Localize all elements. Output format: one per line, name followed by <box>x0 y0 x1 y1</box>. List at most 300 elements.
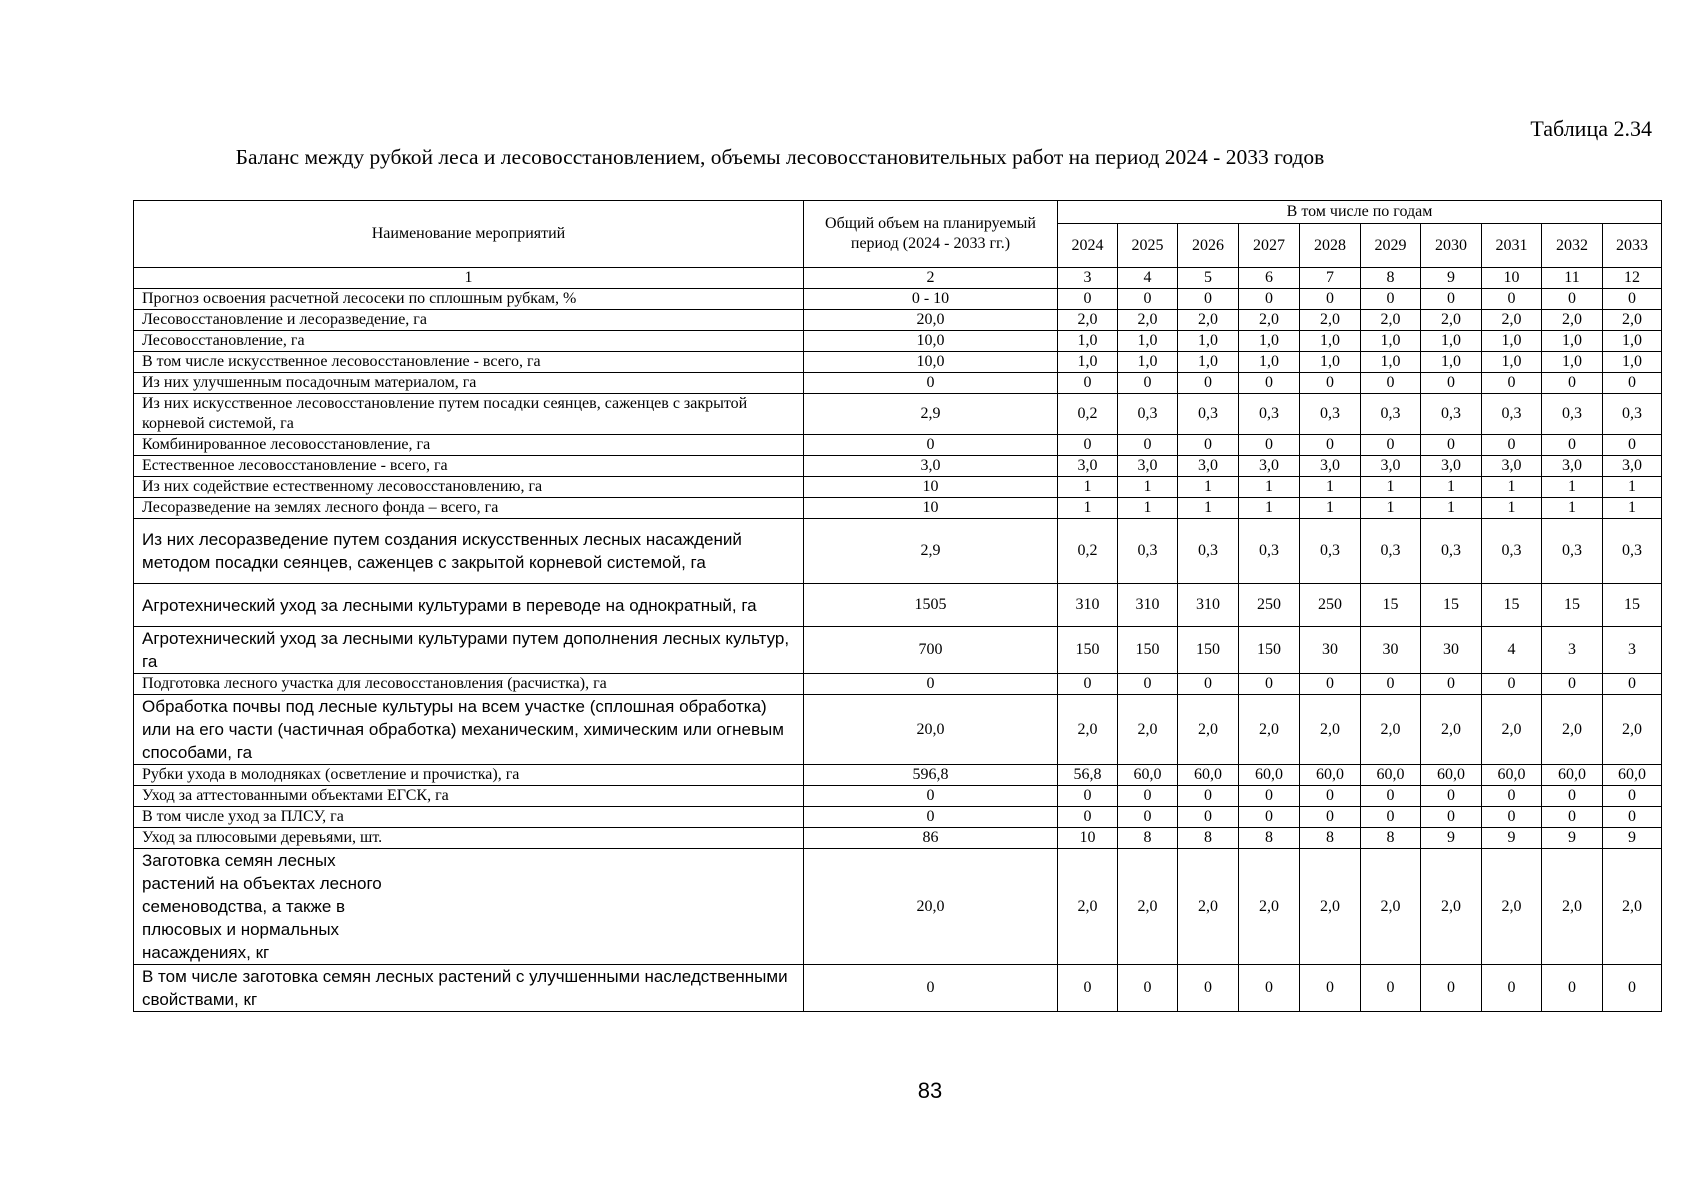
row-year-value: 0 <box>1178 674 1239 695</box>
row-year-value: 0 <box>1118 373 1178 394</box>
row-year-value: 150 <box>1058 627 1118 674</box>
row-year-value: 0 <box>1178 965 1239 1012</box>
row-year-value: 60,0 <box>1542 765 1603 786</box>
row-year-value: 0 <box>1300 289 1361 310</box>
row-year-value: 0,3 <box>1361 394 1421 435</box>
row-year-value: 2,0 <box>1542 849 1603 965</box>
row-year-value: 0 <box>1178 373 1239 394</box>
row-year-value: 0,3 <box>1118 394 1178 435</box>
row-total: 0 <box>804 965 1058 1012</box>
header-year: 2029 <box>1361 224 1421 268</box>
row-year-value: 60,0 <box>1421 765 1482 786</box>
row-year-value: 3,0 <box>1300 456 1361 477</box>
table-row <box>134 373 1662 394</box>
row-year-value: 0,3 <box>1300 519 1361 584</box>
header-name: Наименование мероприятий <box>134 201 804 268</box>
header-year: 2033 <box>1603 224 1662 268</box>
row-year-value: 0,3 <box>1482 519 1542 584</box>
row-year-value: 60,0 <box>1300 765 1361 786</box>
row-year-value: 0 <box>1361 289 1421 310</box>
row-year-value: 0,3 <box>1603 394 1662 435</box>
row-year-value: 4 <box>1482 627 1542 674</box>
row-year-value: 3,0 <box>1482 456 1542 477</box>
row-name: Из них искусственное лесовосстановление путем посадки сеянцев, саженцев с закрытой корневой системой, га <box>134 394 804 435</box>
row-year-value: 0 <box>1482 289 1542 310</box>
row-year-value: 0 <box>1239 807 1300 828</box>
row-year-value: 1,0 <box>1542 331 1603 352</box>
header-total: Общий объем на планируемый период (2024 - 2033 гг.) <box>804 201 1058 268</box>
row-year-value: 0 <box>1482 373 1542 394</box>
row-year-value: 0 <box>1421 289 1482 310</box>
row-year-value: 2,0 <box>1603 695 1662 765</box>
row-total: 0 <box>804 674 1058 695</box>
table-body <box>134 289 1662 1012</box>
row-year-value: 8 <box>1178 828 1239 849</box>
row-name: Из них содействие естественному лесовосстановлению, га <box>134 477 804 498</box>
row-year-value: 0 <box>1239 289 1300 310</box>
row-year-value: 0,2 <box>1058 394 1118 435</box>
row-year-value: 1 <box>1361 498 1421 519</box>
row-year-value: 1 <box>1300 477 1361 498</box>
row-year-value: 0 <box>1542 807 1603 828</box>
row-year-value: 2,0 <box>1178 310 1239 331</box>
column-number: 4 <box>1118 268 1178 289</box>
row-year-value: 0 <box>1542 965 1603 1012</box>
row-name: Прогноз освоения расчетной лесосеки по сплошным рубкам, % <box>134 289 804 310</box>
row-year-value: 0 <box>1421 373 1482 394</box>
row-name: Заготовка семян лесных растений на объектах лесного семеноводства, а также в плюсовых и нормальных насаждениях, кг <box>134 849 804 965</box>
row-year-value: 310 <box>1178 584 1239 627</box>
table-row <box>134 498 1662 519</box>
row-year-value: 2,0 <box>1361 310 1421 331</box>
row-year-value: 9 <box>1482 828 1542 849</box>
row-year-value: 8 <box>1361 828 1421 849</box>
row-total: 2,9 <box>804 519 1058 584</box>
row-year-value: 0 <box>1300 807 1361 828</box>
row-year-value: 0 <box>1058 289 1118 310</box>
table-row <box>134 584 1662 627</box>
row-year-value: 0 <box>1118 674 1178 695</box>
row-total: 1505 <box>804 584 1058 627</box>
row-year-value: 0 <box>1542 674 1603 695</box>
row-year-value: 0 <box>1482 965 1542 1012</box>
table-row <box>134 456 1662 477</box>
row-year-value: 0 <box>1239 373 1300 394</box>
row-year-value: 1,0 <box>1178 352 1239 373</box>
row-year-value: 0,3 <box>1178 519 1239 584</box>
row-year-value: 60,0 <box>1178 765 1239 786</box>
row-year-value: 0 <box>1300 674 1361 695</box>
row-year-value: 1,0 <box>1482 331 1542 352</box>
row-total: 0 <box>804 373 1058 394</box>
row-year-value: 2,0 <box>1058 310 1118 331</box>
table-row <box>134 627 1662 674</box>
row-year-value: 3,0 <box>1239 456 1300 477</box>
column-number: 1 <box>134 268 804 289</box>
row-year-value: 0 <box>1482 435 1542 456</box>
row-year-value: 1 <box>1058 498 1118 519</box>
row-year-value: 1,0 <box>1300 331 1361 352</box>
row-name: Агротехнический уход за лесными культурами путем дополнения лесных культур, га <box>134 627 804 674</box>
row-total: 86 <box>804 828 1058 849</box>
row-year-value: 2,0 <box>1482 310 1542 331</box>
row-year-value: 8 <box>1118 828 1178 849</box>
row-year-value: 2,0 <box>1178 695 1239 765</box>
row-year-value: 8 <box>1300 828 1361 849</box>
row-year-value: 60,0 <box>1239 765 1300 786</box>
row-year-value: 0,3 <box>1542 394 1603 435</box>
column-number: 8 <box>1361 268 1421 289</box>
row-name: В том числе уход за ПЛСУ, га <box>134 807 804 828</box>
row-year-value: 0 <box>1603 435 1662 456</box>
row-name: Агротехнический уход за лесными культурами в переводе на однократный, га <box>134 584 804 627</box>
row-year-value: 0 <box>1178 807 1239 828</box>
row-total: 0 <box>804 807 1058 828</box>
row-year-value: 1 <box>1118 477 1178 498</box>
row-year-value: 1,0 <box>1239 331 1300 352</box>
row-year-value: 0 <box>1118 435 1178 456</box>
header-year: 2028 <box>1300 224 1361 268</box>
row-year-value: 2,0 <box>1118 695 1178 765</box>
row-name: Комбинированное лесовосстановление, га <box>134 435 804 456</box>
row-year-value: 0,3 <box>1239 519 1300 584</box>
row-year-value: 0 <box>1118 807 1178 828</box>
row-year-value: 0 <box>1361 965 1421 1012</box>
row-year-value: 3,0 <box>1058 456 1118 477</box>
row-year-value: 0 <box>1118 786 1178 807</box>
row-year-value: 1 <box>1603 498 1662 519</box>
table-row <box>134 807 1662 828</box>
row-year-value: 1 <box>1058 477 1118 498</box>
row-year-value: 1,0 <box>1542 352 1603 373</box>
table-row <box>134 310 1662 331</box>
row-year-value: 3 <box>1603 627 1662 674</box>
row-year-value: 1,0 <box>1058 331 1118 352</box>
row-year-value: 0 <box>1361 674 1421 695</box>
row-year-value: 2,0 <box>1361 695 1421 765</box>
row-year-value: 3,0 <box>1361 456 1421 477</box>
row-year-value: 0 <box>1300 786 1361 807</box>
row-year-value: 8 <box>1239 828 1300 849</box>
header-year: 2024 <box>1058 224 1118 268</box>
row-year-value: 2,0 <box>1421 695 1482 765</box>
table-row <box>134 331 1662 352</box>
row-year-value: 60,0 <box>1118 765 1178 786</box>
column-number: 7 <box>1300 268 1361 289</box>
table-row <box>134 674 1662 695</box>
row-year-value: 0 <box>1603 965 1662 1012</box>
row-year-value: 0 <box>1603 674 1662 695</box>
row-year-value: 1 <box>1482 498 1542 519</box>
row-total: 10 <box>804 477 1058 498</box>
row-year-value: 3,0 <box>1603 456 1662 477</box>
row-year-value: 0,3 <box>1361 519 1421 584</box>
row-total: 3,0 <box>804 456 1058 477</box>
header-year: 2026 <box>1178 224 1239 268</box>
row-year-value: 2,0 <box>1058 695 1118 765</box>
column-number: 3 <box>1058 268 1118 289</box>
header-row-col-numbers <box>134 268 1662 289</box>
row-year-value: 9 <box>1603 828 1662 849</box>
header-year: 2032 <box>1542 224 1603 268</box>
row-year-value: 2,0 <box>1482 695 1542 765</box>
row-year-value: 15 <box>1603 584 1662 627</box>
row-name: Подготовка лесного участка для лесовосстановления (расчистка), га <box>134 674 804 695</box>
row-name: Лесовосстановление и лесоразведение, га <box>134 310 804 331</box>
row-name: Из них улучшенным посадочным материалом, га <box>134 373 804 394</box>
row-year-value: 0 <box>1482 786 1542 807</box>
row-year-value: 2,0 <box>1058 849 1118 965</box>
row-year-value: 150 <box>1118 627 1178 674</box>
row-year-value: 0 <box>1239 674 1300 695</box>
table-row <box>134 786 1662 807</box>
row-year-value: 1 <box>1239 477 1300 498</box>
row-year-value: 0,2 <box>1058 519 1118 584</box>
header-year: 2031 <box>1482 224 1542 268</box>
row-name: Естественное лесовосстановление - всего, га <box>134 456 804 477</box>
row-total: 0 - 10 <box>804 289 1058 310</box>
row-year-value: 2,0 <box>1239 695 1300 765</box>
row-year-value: 1,0 <box>1421 352 1482 373</box>
row-year-value: 0,3 <box>1542 519 1603 584</box>
row-name: Рубки ухода в молодняках (осветление и прочистка), га <box>134 765 804 786</box>
row-year-value: 0 <box>1542 373 1603 394</box>
row-year-value: 0 <box>1421 786 1482 807</box>
row-year-value: 9 <box>1421 828 1482 849</box>
row-name: Из них лесоразведение путем создания искусственных лесных насаждений методом посадки сеянцев, саженцев с закрытой корневой системой, га <box>134 519 804 584</box>
row-year-value: 3,0 <box>1178 456 1239 477</box>
row-year-value: 0,3 <box>1603 519 1662 584</box>
table-row <box>134 849 1662 965</box>
row-year-value: 0 <box>1361 786 1421 807</box>
row-total: 2,9 <box>804 394 1058 435</box>
column-number: 2 <box>804 268 1058 289</box>
row-year-value: 60,0 <box>1361 765 1421 786</box>
column-number: 12 <box>1603 268 1662 289</box>
row-year-value: 0 <box>1603 786 1662 807</box>
row-year-value: 0 <box>1239 965 1300 1012</box>
column-number: 9 <box>1421 268 1482 289</box>
row-total: 0 <box>804 435 1058 456</box>
row-name: Уход за аттестованными объектами ЕГСК, га <box>134 786 804 807</box>
row-year-value: 1 <box>1421 498 1482 519</box>
row-total: 596,8 <box>804 765 1058 786</box>
row-year-value: 0 <box>1058 965 1118 1012</box>
row-year-value: 150 <box>1239 627 1300 674</box>
row-year-value: 60,0 <box>1482 765 1542 786</box>
table-row <box>134 477 1662 498</box>
row-year-value: 1,0 <box>1603 352 1662 373</box>
row-year-value: 2,0 <box>1421 310 1482 331</box>
row-name: Лесовосстановление, га <box>134 331 804 352</box>
table-row <box>134 352 1662 373</box>
table-row <box>134 695 1662 765</box>
row-year-value: 1 <box>1118 498 1178 519</box>
row-year-value: 0,3 <box>1300 394 1361 435</box>
row-year-value: 1,0 <box>1361 331 1421 352</box>
row-year-value: 0 <box>1178 435 1239 456</box>
row-year-value: 0 <box>1058 786 1118 807</box>
row-year-value: 0 <box>1361 435 1421 456</box>
row-total: 700 <box>804 627 1058 674</box>
row-year-value: 0,3 <box>1482 394 1542 435</box>
table-row <box>134 289 1662 310</box>
table-row <box>134 765 1662 786</box>
row-total: 10 <box>804 498 1058 519</box>
row-year-value: 0 <box>1300 435 1361 456</box>
row-year-value: 1,0 <box>1421 331 1482 352</box>
row-year-value: 2,0 <box>1118 849 1178 965</box>
row-year-value: 15 <box>1421 584 1482 627</box>
row-year-value: 2,0 <box>1300 695 1361 765</box>
row-year-value: 1,0 <box>1603 331 1662 352</box>
row-year-value: 2,0 <box>1178 849 1239 965</box>
row-year-value: 150 <box>1178 627 1239 674</box>
row-year-value: 2,0 <box>1361 849 1421 965</box>
row-year-value: 1,0 <box>1058 352 1118 373</box>
row-year-value: 0 <box>1058 807 1118 828</box>
row-year-value: 9 <box>1542 828 1603 849</box>
row-year-value: 3,0 <box>1542 456 1603 477</box>
row-year-value: 2,0 <box>1239 310 1300 331</box>
row-year-value: 0 <box>1178 786 1239 807</box>
row-year-value: 1 <box>1482 477 1542 498</box>
table-row <box>134 965 1662 1012</box>
row-year-value: 2,0 <box>1118 310 1178 331</box>
row-year-value: 0,3 <box>1178 394 1239 435</box>
row-name: Обработка почвы под лесные культуры на всем участке (сплошная обработка) или на его части (частичная обработка) механическим, химическим или огневым способами, га <box>134 695 804 765</box>
row-year-value: 2,0 <box>1239 849 1300 965</box>
row-year-value: 1 <box>1300 498 1361 519</box>
row-year-value: 2,0 <box>1542 695 1603 765</box>
row-year-value: 0 <box>1542 786 1603 807</box>
row-year-value: 1 <box>1421 477 1482 498</box>
row-year-value: 2,0 <box>1300 849 1361 965</box>
row-year-value: 3 <box>1542 627 1603 674</box>
row-year-value: 0 <box>1603 373 1662 394</box>
row-year-value: 1 <box>1239 498 1300 519</box>
table-row <box>134 435 1662 456</box>
row-year-value: 2,0 <box>1300 310 1361 331</box>
column-number: 5 <box>1178 268 1239 289</box>
row-year-value: 56,8 <box>1058 765 1118 786</box>
row-name: В том числе заготовка семян лесных растений с улучшенными наследственными свойствами, кг <box>134 965 804 1012</box>
row-year-value: 1 <box>1542 498 1603 519</box>
column-number: 10 <box>1482 268 1542 289</box>
row-year-value: 10 <box>1058 828 1118 849</box>
row-year-value: 2,0 <box>1603 849 1662 965</box>
row-year-value: 3,0 <box>1421 456 1482 477</box>
row-year-value: 0 <box>1421 807 1482 828</box>
row-year-value: 250 <box>1239 584 1300 627</box>
row-year-value: 15 <box>1361 584 1421 627</box>
row-year-value: 30 <box>1300 627 1361 674</box>
row-total: 20,0 <box>804 310 1058 331</box>
row-year-value: 310 <box>1058 584 1118 627</box>
row-total: 10,0 <box>804 331 1058 352</box>
row-year-value: 1,0 <box>1239 352 1300 373</box>
row-year-value: 2,0 <box>1482 849 1542 965</box>
row-name: В том числе искусственное лесовосстановление - всего, га <box>134 352 804 373</box>
header-year: 2030 <box>1421 224 1482 268</box>
row-year-value: 2,0 <box>1421 849 1482 965</box>
row-year-value: 250 <box>1300 584 1361 627</box>
row-name: Лесоразведение на землях лесного фонда – всего, га <box>134 498 804 519</box>
row-year-value: 0 <box>1482 674 1542 695</box>
row-year-value: 0 <box>1542 289 1603 310</box>
row-year-value: 0 <box>1603 807 1662 828</box>
row-year-value: 1 <box>1603 477 1662 498</box>
row-year-value: 0,3 <box>1118 519 1178 584</box>
row-year-value: 1,0 <box>1118 352 1178 373</box>
row-year-value: 0 <box>1482 807 1542 828</box>
table-row <box>134 828 1662 849</box>
row-year-value: 0 <box>1239 786 1300 807</box>
header-years-group: В том числе по годам <box>1058 201 1662 224</box>
row-year-value: 2,0 <box>1603 310 1662 331</box>
row-year-value: 15 <box>1542 584 1603 627</box>
row-name: Уход за плюсовыми деревьями, шт. <box>134 828 804 849</box>
row-year-value: 310 <box>1118 584 1178 627</box>
row-year-value: 1 <box>1178 477 1239 498</box>
row-year-value: 0 <box>1421 965 1482 1012</box>
page-number: 83 <box>917 1078 943 1103</box>
row-year-value: 0 <box>1058 674 1118 695</box>
row-year-value: 60,0 <box>1603 765 1662 786</box>
row-year-value: 0 <box>1118 965 1178 1012</box>
row-year-value: 1 <box>1178 498 1239 519</box>
row-total: 10,0 <box>804 352 1058 373</box>
row-year-value: 1,0 <box>1300 352 1361 373</box>
row-year-value: 0 <box>1542 435 1603 456</box>
row-year-value: 0 <box>1058 435 1118 456</box>
row-year-value: 3,0 <box>1118 456 1178 477</box>
row-year-value: 1,0 <box>1178 331 1239 352</box>
row-year-value: 0 <box>1361 807 1421 828</box>
row-year-value: 0,3 <box>1421 519 1482 584</box>
row-year-value: 1 <box>1361 477 1421 498</box>
table-container <box>133 200 1662 1012</box>
row-year-value: 0,3 <box>1421 394 1482 435</box>
row-year-value: 2,0 <box>1542 310 1603 331</box>
row-year-value: 0 <box>1300 373 1361 394</box>
column-number: 11 <box>1542 268 1603 289</box>
table-title: Баланс между рубкой леса и лесовосстановлением, объемы лесовосстановительных работ на период 2024 - 2033 годов <box>235 145 1325 169</box>
column-number: 6 <box>1239 268 1300 289</box>
row-total: 0 <box>804 786 1058 807</box>
table-number: Таблица 2.34 <box>1530 116 1652 141</box>
row-year-value: 1,0 <box>1361 352 1421 373</box>
row-year-value: 0 <box>1421 674 1482 695</box>
row-year-value: 1,0 <box>1118 331 1178 352</box>
row-year-value: 0 <box>1300 965 1361 1012</box>
table-row <box>134 394 1662 435</box>
table-row <box>134 519 1662 584</box>
row-year-value: 0 <box>1239 435 1300 456</box>
row-year-value: 0 <box>1058 373 1118 394</box>
balance-table <box>133 200 1662 1012</box>
row-year-value: 0 <box>1178 289 1239 310</box>
header-row-top <box>134 201 1662 224</box>
row-total: 20,0 <box>804 695 1058 765</box>
row-year-value: 0 <box>1118 289 1178 310</box>
row-year-value: 15 <box>1482 584 1542 627</box>
row-year-value: 0 <box>1421 435 1482 456</box>
row-year-value: 1 <box>1542 477 1603 498</box>
row-year-value: 1,0 <box>1482 352 1542 373</box>
row-year-value: 0 <box>1361 373 1421 394</box>
row-year-value: 0 <box>1603 289 1662 310</box>
